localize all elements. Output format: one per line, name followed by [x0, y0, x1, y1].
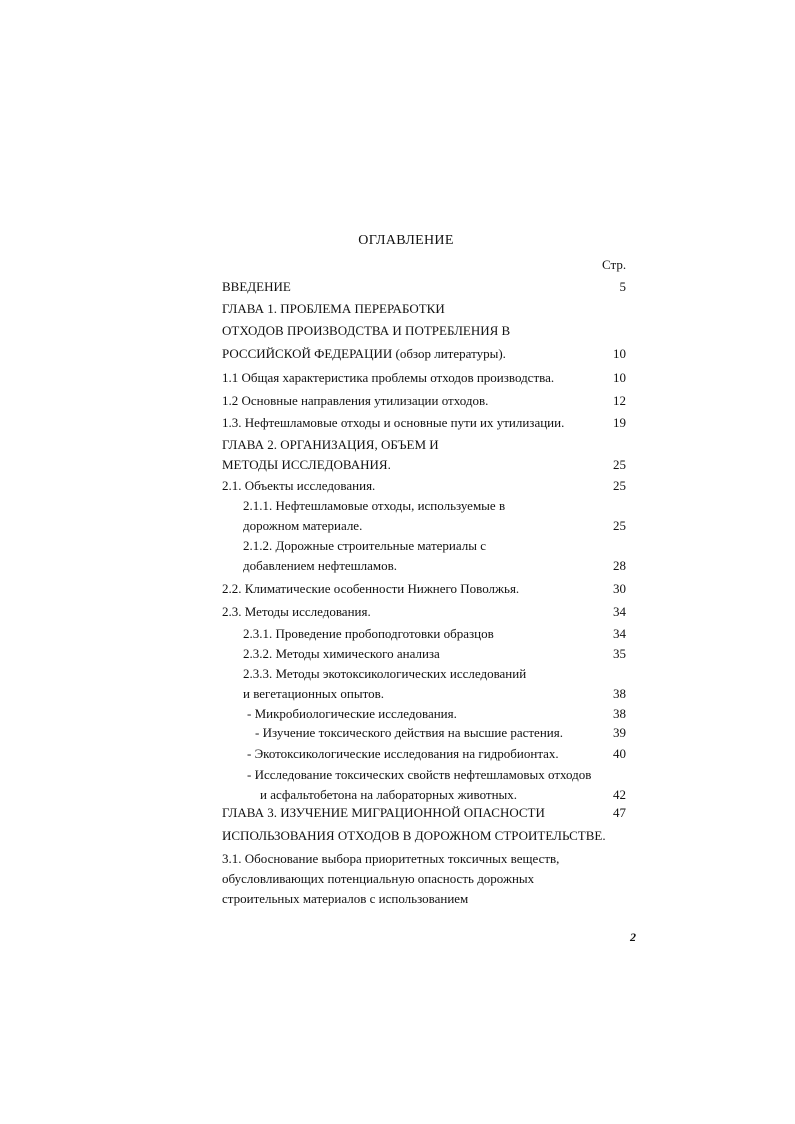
toc-entry [0, 804, 795, 822]
toc-entry-text: - Микробиологические исследования. [247, 706, 457, 721]
toc-entry [0, 497, 795, 515]
toc-entry-text: 1.1 Общая характеристика проблемы отходов производства. [222, 370, 555, 385]
toc-entry [0, 870, 795, 888]
toc-entry-text: 1.2 Основные направления утилизации отходов. [222, 393, 489, 408]
toc-entry-page: 38 [613, 686, 626, 701]
toc-entry-text: 2.1. Объекты исследования. [222, 478, 376, 493]
page-number: 2 [630, 930, 636, 944]
toc-entry-text: РОССИЙСКОЙ ФЕДЕРАЦИИ (обзор литературы). [222, 346, 506, 361]
toc-entry-text: дорожном материале. [243, 518, 363, 533]
toc-entry [0, 414, 795, 432]
toc-entry [0, 724, 795, 742]
toc-entry [0, 278, 795, 296]
toc-entry-text: 2.2. Климатические особенности Нижнего Поволжья. [222, 581, 520, 596]
toc-entry [0, 345, 795, 363]
toc-entry [0, 392, 795, 410]
toc-entry [0, 665, 795, 683]
toc-entry-text: строительных материалов с использованием [222, 891, 469, 906]
toc-entry [0, 685, 795, 703]
toc-entry-text: 2.1.1. Нефтешламовые отходы, используемые в [243, 498, 506, 513]
toc-entry-text: 2.1.2. Дорожные строительные материалы с [243, 538, 486, 553]
toc-entry-page: 12 [613, 393, 626, 408]
toc-entry-page: 25 [613, 457, 626, 472]
toc-entry-text: 2.3.2. Методы химического анализа [243, 646, 440, 661]
toc-entry-page: 5 [619, 279, 626, 294]
toc-entry [0, 705, 795, 723]
toc-entry-text: добавлением нефтешламов. [243, 558, 398, 573]
toc-entry-text: ГЛАВА 1. ПРОБЛЕМА ПЕРЕРАБОТКИ [222, 301, 445, 316]
toc-entry-page: 10 [613, 346, 626, 361]
toc-entry-page: 28 [613, 558, 626, 573]
toc-entry-text: 3.1. Обоснование выбора приоритетных токсичных веществ, [222, 851, 560, 866]
toc-entry-page: 34 [613, 626, 626, 641]
toc-entry-text: - Изучение токсического действия на высшие растения. [255, 725, 563, 740]
toc-entry-page: 35 [613, 646, 626, 661]
toc-entry-page: 47 [613, 805, 626, 820]
toc-entry-text: 2.3.3. Методы экотоксикологических исследований [243, 666, 527, 681]
toc-entry-page: 39 [613, 725, 626, 740]
toc-entry [0, 786, 795, 804]
toc-entry-text: ВВЕДЕНИЕ [222, 279, 291, 294]
toc-entry [0, 603, 795, 621]
toc-entry-page: 25 [613, 478, 626, 493]
toc-entry-text: 1.3. Нефтешламовые отходы и основные пути их утилизации. [222, 415, 565, 430]
toc-entry-page: 42 [613, 787, 626, 802]
toc-entry-text: и асфальтобетона на лабораторных животных. [260, 787, 518, 802]
toc-entry [0, 580, 795, 598]
toc-entry [0, 645, 795, 663]
toc-title: ОГЛАВЛЕНИЕ [358, 233, 454, 248]
toc-entry [0, 745, 795, 763]
toc-entry [0, 890, 795, 908]
toc-entry-text: 2.3.1. Проведение пробоподготовки образцов [243, 626, 494, 641]
toc-entry [0, 322, 795, 340]
toc-entry [0, 827, 795, 845]
toc-entry [0, 369, 795, 387]
toc-entry-page: 38 [613, 706, 626, 721]
toc-entry-text: МЕТОДЫ ИССЛЕДОВАНИЯ. [222, 457, 391, 472]
toc-entry [0, 537, 795, 555]
toc-entry [0, 456, 795, 474]
toc-entry-text: ГЛАВА 3. ИЗУЧЕНИЕ МИГРАЦИОННОЙ ОПАСНОСТИ [222, 805, 545, 820]
toc-entry [0, 766, 795, 784]
toc-entry [0, 517, 795, 535]
toc-entry-page: 30 [613, 581, 626, 596]
toc-entry-text: - Экотоксикологические исследования на гидробионтах. [247, 746, 559, 761]
toc-entry-text: ОТХОДОВ ПРОИЗВОДСТВА И ПОТРЕБЛЕНИЯ В [222, 323, 511, 338]
toc-entry-page: 10 [613, 370, 626, 385]
toc-entry-page: 40 [613, 746, 626, 761]
toc-entry-text: 2.3. Методы исследования. [222, 604, 371, 619]
toc-entry-page: 25 [613, 518, 626, 533]
toc-entry [0, 300, 795, 318]
toc-entry-text: обусловливающих потенциальную опасность дорожных [222, 871, 535, 886]
toc-entry-text: ГЛАВА 2. ОРГАНИЗАЦИЯ, ОБЪЕМ И [222, 437, 439, 452]
toc-entry-page: 34 [613, 604, 626, 619]
toc-entry [0, 477, 795, 495]
toc-entry-text: ИСПОЛЬЗОВАНИЯ ОТХОДОВ В ДОРОЖНОМ СТРОИТЕЛЬСТВЕ. [222, 828, 606, 843]
toc-entry-text: - Исследование токсических свойств нефтешламовых отходов [247, 767, 592, 782]
toc-entry [0, 850, 795, 868]
toc-entry-text: и вегетационных опытов. [243, 686, 384, 701]
page-column-label: Стр. [602, 257, 627, 272]
toc-entry [0, 557, 795, 575]
toc-entry-page: 19 [613, 415, 626, 430]
toc-entry [0, 436, 795, 454]
toc-entry [0, 625, 795, 643]
